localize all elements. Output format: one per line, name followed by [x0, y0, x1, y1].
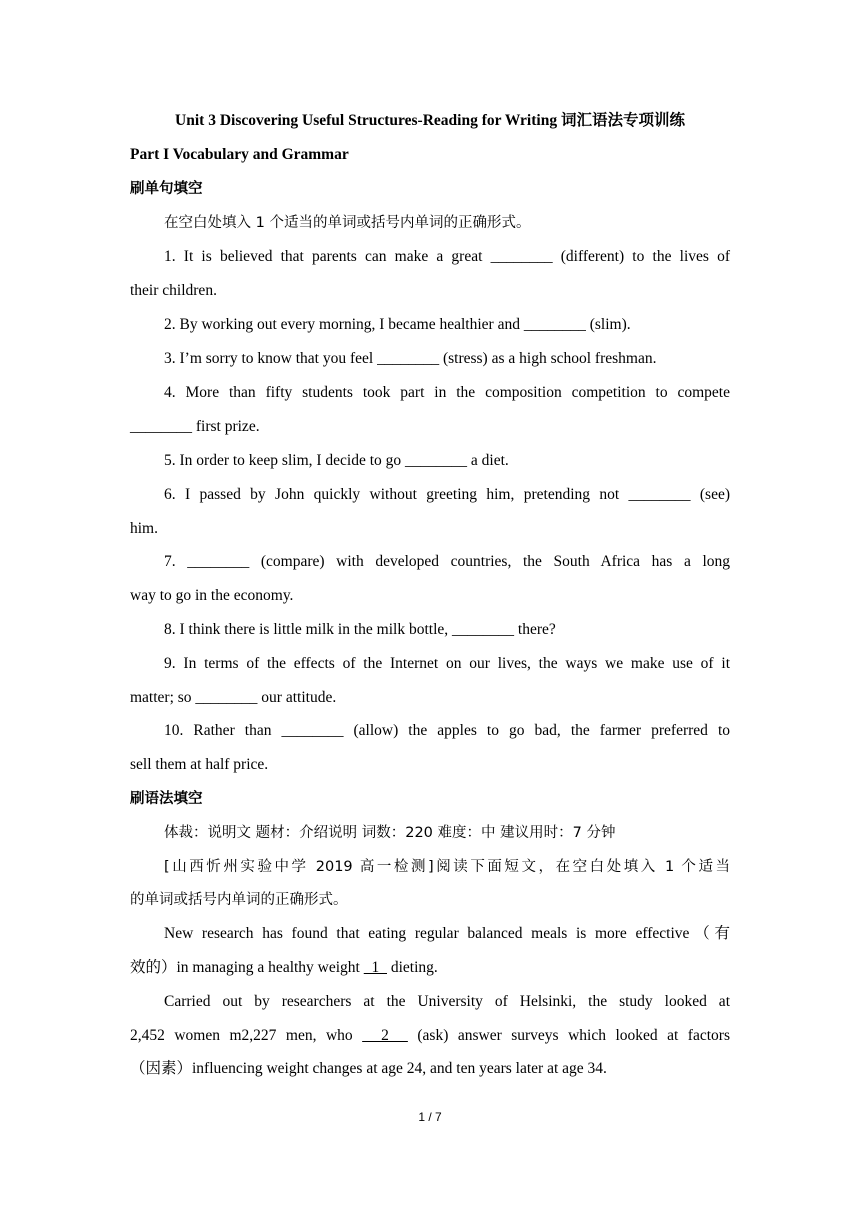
question-line: 8. I think there is little milk in the milk bottle, ________ there? [164, 621, 556, 638]
passage-source: 的单词或括号内单词的正确形式。 [130, 892, 348, 908]
question-line: 10. Rather than ________ (allow) the apples to go bad, the farmer preferred to [164, 722, 730, 739]
question-line: sell them at half price. [130, 756, 269, 773]
passage-text: dieting. [387, 959, 438, 976]
question-line: 6. I passed by John quickly without greeting him, pretending not ________ (see) [164, 486, 730, 503]
passage-line: （因素）influencing weight changes at age 24, and ten years later at age 34. [130, 1060, 607, 1077]
passage-line [130, 1026, 730, 1046]
question-line: their children. [130, 282, 217, 299]
passage-line: Carried out by researchers at the University of Helsinki, the study looked at [164, 993, 730, 1010]
passage-line: New research has found that eating regular balanced meals is more effective（有 [164, 925, 730, 942]
question-line: way to go in the economy. [130, 587, 294, 604]
passage-meta: 体裁：说明文 题材：介绍说明 词数：220 难度：中 建议用时：7 分钟 [164, 825, 616, 841]
question-line: 4. More than fifty students took part in the composition competition to compete [164, 384, 730, 401]
blank-2: 2 [362, 1027, 408, 1044]
blank-1: 1 [363, 959, 387, 976]
section-heading-sentences: 刷单句填空 [130, 181, 203, 197]
question-line: 3. I’m sorry to know that you feel ________ (stress) as a high school freshman. [164, 350, 657, 367]
question-line: 9. In terms of the effects of the Internet on our lives, the ways we make use of it [164, 655, 730, 672]
section-heading-grammar: 刷语法填空 [130, 791, 203, 807]
question-line: him. [130, 520, 158, 537]
passage-text: 2,452 women m2,227 men, who [130, 1027, 363, 1044]
passage-text: 效的）in managing a healthy weight [130, 959, 364, 976]
passage-text: (ask) answer surveys which looked at factors [407, 1027, 730, 1044]
page-number: 1 / 7 [418, 1110, 442, 1124]
question-line: ________ first prize. [130, 418, 260, 435]
question-line: matter; so ________ our attitude. [130, 689, 337, 706]
question-line: 2. By working out every morning, I became healthier and ________ (slim). [164, 316, 631, 333]
passage-line [130, 958, 730, 978]
passage-source: [山西忻州实验中学 2019 高一检测]阅读下面短文，在空白处填入 1 个适当 [164, 859, 730, 875]
question-line: 7. ________ (compare) with developed countries, the South Africa has a long [164, 553, 730, 570]
part-heading: Part I Vocabulary and Grammar [130, 146, 349, 163]
section-instruction: 在空白处填入 1 个适当的单词或括号内单词的正确形式。 [164, 215, 531, 231]
document-title: Unit 3 Discovering Useful Structures-Reading for Writing 词汇语法专项训练 [175, 112, 685, 129]
question-line: 5. In order to keep slim, I decide to go ________ a diet. [164, 452, 509, 469]
question-line: 1. It is believed that parents can make a great ________ (different) to the lives of [164, 248, 730, 265]
